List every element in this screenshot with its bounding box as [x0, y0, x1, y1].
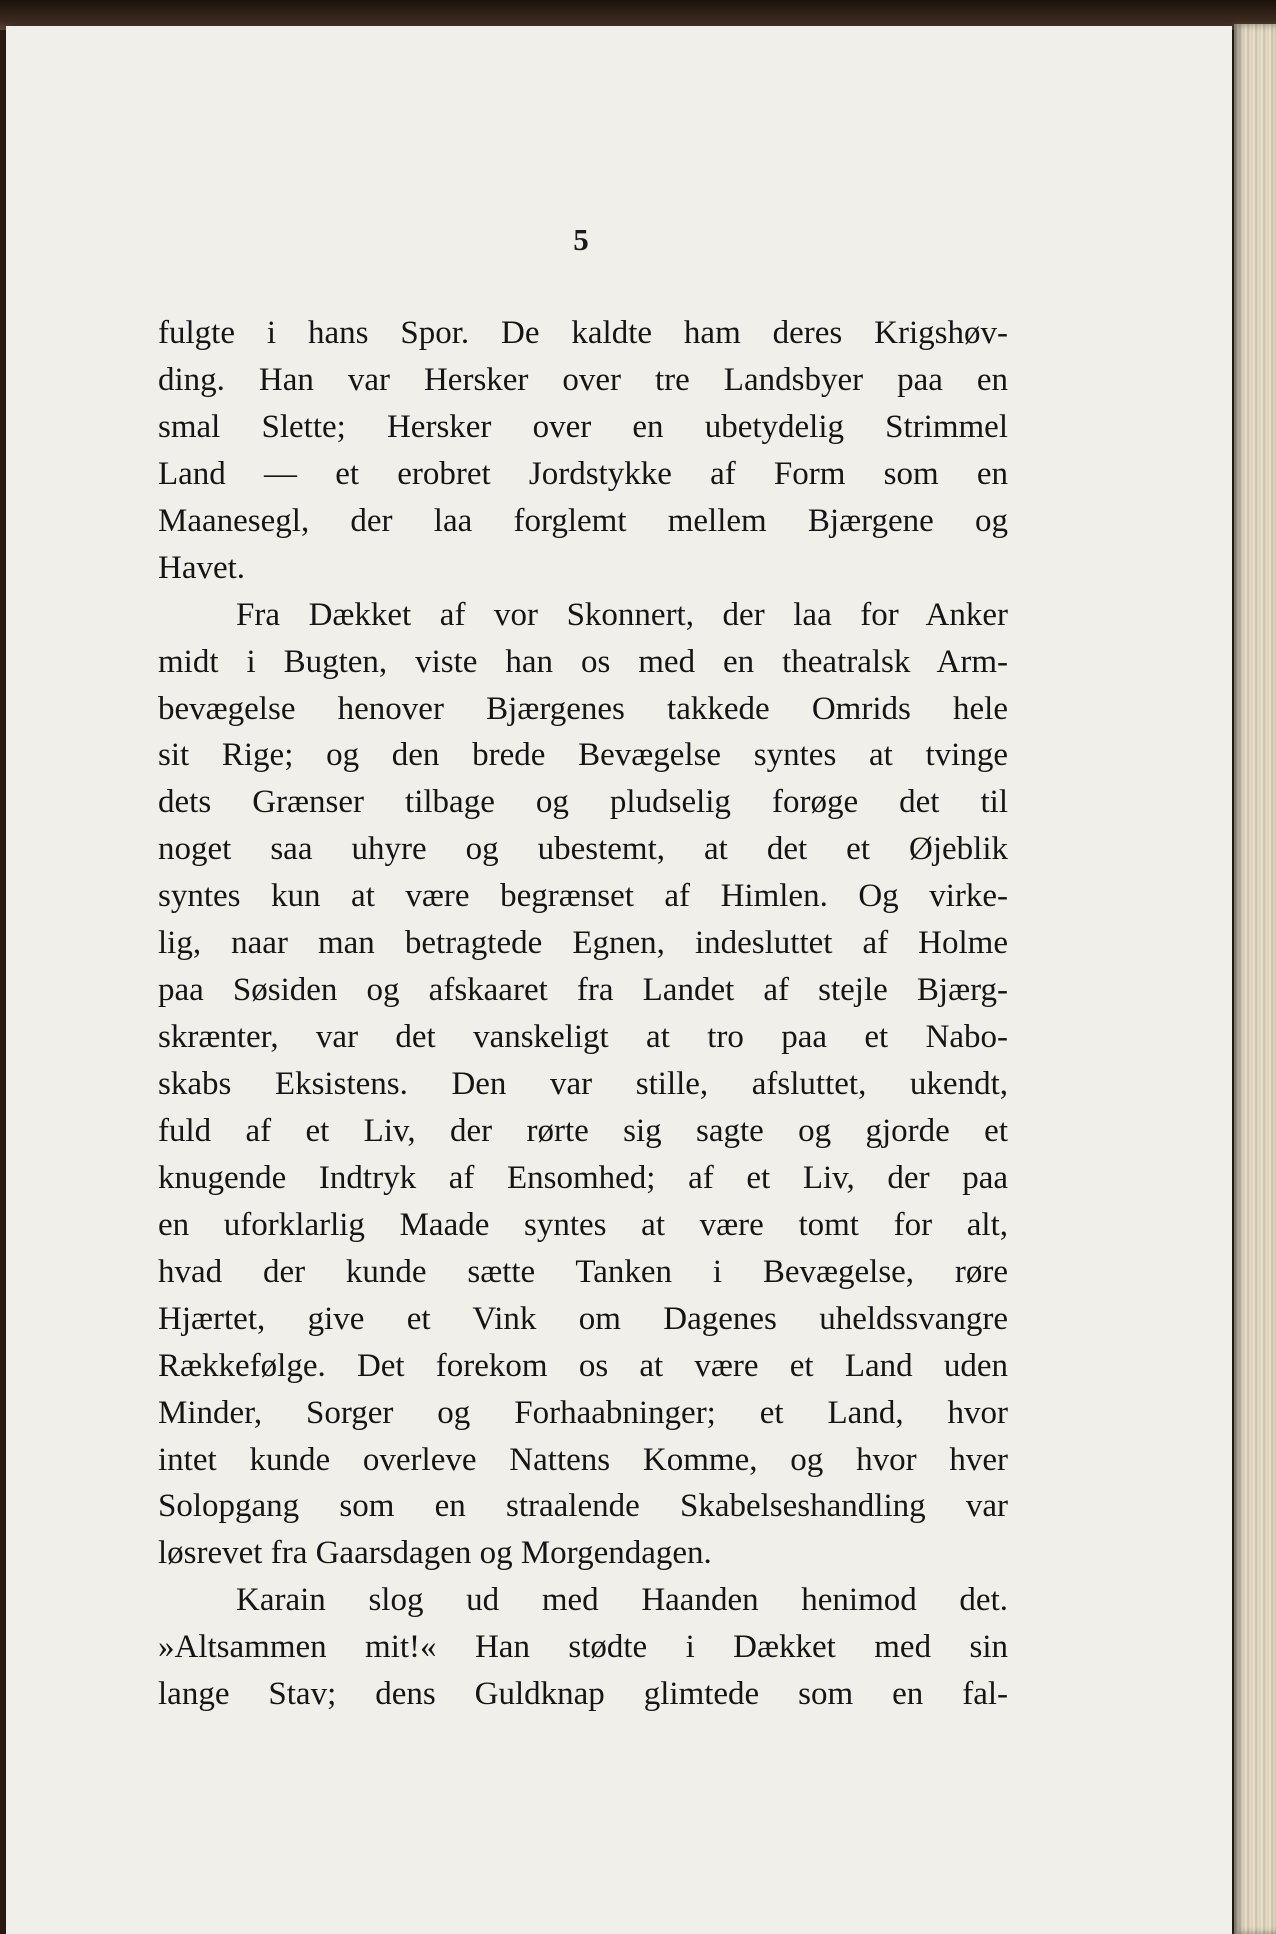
body-text: [158, 310, 1008, 1718]
text-line: Rækkefølge. Det forekom os at være et Land uden: [158, 1347, 1008, 1384]
book-page: [6, 26, 1232, 1934]
text-line: lange Stav; dens Guldknap glimtede som en fal-: [158, 1676, 1008, 1713]
text-line: ding. Han var Hersker over tre Landsbyer paa en: [158, 361, 1008, 398]
text-line: smal Slette; Hersker over en ubetydelig Strimmel: [158, 408, 1008, 445]
text-line: skabs Eksistens. Den var stille, afsluttet, ukendt,: [158, 1066, 1008, 1102]
text-line: dets Grænser tilbage og pludselig forøge det til: [158, 784, 1008, 821]
page-edges: [1234, 24, 1276, 1934]
page-number: 5: [573, 222, 589, 257]
text-line: skrænter, var det vanskeligt at tro paa et Nabo-: [158, 1019, 1008, 1056]
text-line: paa Søsiden og afskaaret fra Landet af stejle Bjærg-: [158, 972, 1008, 1009]
text-line: Havet.: [158, 549, 246, 586]
text-line: hvad der kunde sætte Tanken i Bevægelse, røre: [158, 1253, 1008, 1290]
text-line: »Altsammen mit!« Han stødte i Dækket med sin: [158, 1629, 1008, 1666]
text-line: syntes kun at være begrænset af Himlen. Og virke-: [158, 878, 1008, 915]
text-line: knugende Indtryk af Ensomhed; af et Liv, der paa: [158, 1159, 1008, 1196]
text-line: Hjærtet, give et Vink om Dagenes uheldssvangre: [158, 1300, 1008, 1337]
text-line: fuld af et Liv, der rørte sig sagte og gjorde et: [158, 1112, 1008, 1149]
text-line: Maanesegl, der laa forglemt mellem Bjærgene og: [158, 502, 1008, 539]
text-line: Karain slog ud med Haanden henimod det.: [236, 1582, 1008, 1619]
text-line: løsrevet fra Gaarsdagen og Morgendagen.: [158, 1535, 712, 1572]
text-line: bevægelse henover Bjærgenes takkede Omrids hele: [158, 690, 1008, 727]
text-line: Land — et erobret Jordstykke af Form som en: [158, 455, 1008, 492]
text-line: fulgte i hans Spor. De kaldte ham deres Krigshøv-: [158, 315, 1008, 351]
text-line: Minder, Sorger og Forhaabninger; et Land, hvor: [158, 1394, 1008, 1431]
text-line: midt i Bugten, viste han os med en theatralsk Arm-: [158, 643, 1008, 680]
text-line: en uforklarlig Maade syntes at være tomt for alt,: [158, 1206, 1008, 1243]
text-line: Fra Dækket af vor Skonnert, der laa for Anker: [236, 596, 1008, 633]
text-line: Solopgang som en straalende Skabelseshandling var: [158, 1488, 1008, 1525]
text-line: noget saa uhyre og ubestemt, at det et Øjeblik: [158, 831, 1008, 868]
text-line: intet kunde overleve Nattens Komme, og hvor hver: [158, 1441, 1008, 1478]
text-line: lig, naar man betragtede Egnen, indesluttet af Holme: [158, 925, 1008, 962]
text-line: sit Rige; og den brede Bevægelse syntes at tvinge: [158, 737, 1008, 774]
